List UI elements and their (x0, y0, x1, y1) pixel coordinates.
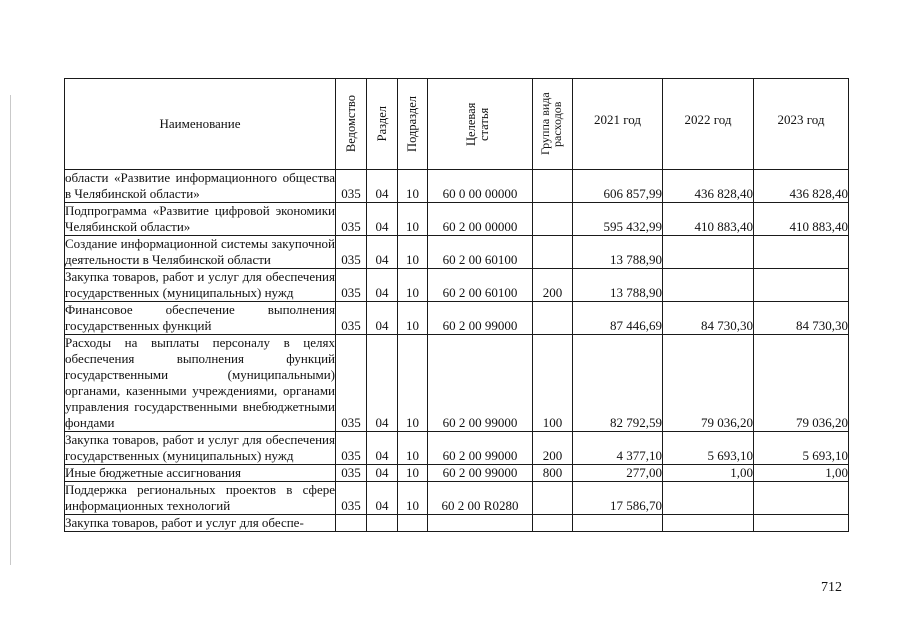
cell-expense-group: 100 (533, 335, 573, 432)
cell-subsection: 10 (398, 335, 428, 432)
cell-expense-group (533, 236, 573, 269)
scan-edge-line (10, 95, 11, 565)
header-2023: 2023 год (754, 79, 849, 170)
cell-subsection: 10 (398, 170, 428, 203)
cell-section: 04 (367, 203, 398, 236)
cell-section: 04 (367, 432, 398, 465)
cell-target-article (428, 515, 533, 532)
cell-subsection: 10 (398, 269, 428, 302)
cell-department: 035 (336, 170, 367, 203)
cell-2023: 5 693,10 (754, 432, 849, 465)
cell-2021: 595 432,99 (573, 203, 663, 236)
cell-expense-group (533, 203, 573, 236)
cell-2022: 436 828,40 (663, 170, 754, 203)
cell-expense-group (533, 170, 573, 203)
cell-section: 04 (367, 170, 398, 203)
table-body (65, 170, 849, 532)
cell-department: 035 (336, 482, 367, 515)
cell-section: 04 (367, 269, 398, 302)
cell-target-article: 60 2 00 99000 (428, 432, 533, 465)
cell-2023: 410 883,40 (754, 203, 849, 236)
cell-name: Закупка товаров, работ и услуг для обеспе- (65, 515, 336, 532)
table-row (65, 335, 849, 432)
cell-2022: 5 693,10 (663, 432, 754, 465)
cell-2023: 84 730,30 (754, 302, 849, 335)
cell-subsection: 10 (398, 482, 428, 515)
cell-name: Расходы на выплаты персоналу в целях обеспечения выполнения функций государственными (муниципальными) органами, казенными учреждениями, органами управления государственными внебюджетными фондами (65, 335, 335, 430)
cell-department (336, 515, 367, 532)
header-department-label: Ведомство (343, 95, 358, 153)
header-2022: 2022 год (663, 79, 754, 170)
cell-expense-group: 200 (533, 432, 573, 465)
cell-2023: 1,00 (754, 465, 849, 482)
page-number: 712 (821, 580, 842, 595)
cell-subsection: 10 (398, 432, 428, 465)
cell-name: области «Развитие информационного общества в Челябинской области» (65, 170, 335, 201)
cell-name: Создание информационной системы закупочной деятельности в Челябинской области (65, 236, 335, 267)
table-row (65, 465, 849, 482)
cell-name: Закупка товаров, работ и услуг для обеспечения государственных (муниципальных) нужд (65, 269, 335, 300)
cell-target-article: 60 2 00 99000 (428, 335, 533, 432)
cell-2021: 4 377,10 (573, 432, 663, 465)
cell-expense-group: 200 (533, 269, 573, 302)
header-target-article-label: Целевая статья (464, 102, 491, 146)
cell-section: 04 (367, 236, 398, 269)
cell-2021: 82 792,59 (573, 335, 663, 432)
cell-subsection: 10 (398, 302, 428, 335)
cell-subsection: 10 (398, 465, 428, 482)
cell-department: 035 (336, 269, 367, 302)
header-target-article (428, 79, 533, 170)
cell-subsection: 10 (398, 203, 428, 236)
table-row (65, 302, 849, 335)
cell-subsection (398, 515, 428, 532)
cell-2023 (754, 515, 849, 532)
cell-section: 04 (367, 482, 398, 515)
cell-2022 (663, 269, 754, 302)
cell-2023 (754, 236, 849, 269)
cell-2023: 79 036,20 (754, 335, 849, 432)
cell-2021: 13 788,90 (573, 269, 663, 302)
cell-2021: 606 857,99 (573, 170, 663, 203)
header-name: Наименование (65, 79, 336, 170)
cell-target-article: 60 0 00 00000 (428, 170, 533, 203)
header-subsection (398, 79, 428, 170)
cell-department: 035 (336, 302, 367, 335)
cell-2022: 84 730,30 (663, 302, 754, 335)
cell-2022 (663, 482, 754, 515)
cell-2021 (573, 515, 663, 532)
cell-target-article: 60 2 00 99000 (428, 302, 533, 335)
cell-section: 04 (367, 335, 398, 432)
cell-department: 035 (336, 203, 367, 236)
cell-name: Подпрограмма «Развитие цифровой экономики Челябинской области» (65, 203, 335, 234)
cell-department: 035 (336, 465, 367, 482)
cell-target-article: 60 2 00 00000 (428, 203, 533, 236)
table-row (65, 236, 849, 269)
cell-2022: 1,00 (663, 465, 754, 482)
cell-target-article: 60 2 00 99000 (428, 465, 533, 482)
cell-section: 04 (367, 302, 398, 335)
table-row (65, 482, 849, 515)
cell-expense-group (533, 515, 573, 532)
table-row (65, 170, 849, 203)
table-row (65, 515, 849, 532)
table-row (65, 432, 849, 465)
cell-name: Поддержка региональных проектов в сфере информационных технологий (65, 482, 335, 513)
cell-expense-group (533, 482, 573, 515)
cell-2023 (754, 269, 849, 302)
header-expense-group (533, 79, 573, 170)
cell-2023: 436 828,40 (754, 170, 849, 203)
cell-name: Иные бюджетные ассигнования (65, 465, 336, 482)
header-section-label: Раздел (374, 106, 389, 142)
cell-2023 (754, 482, 849, 515)
table-row (65, 269, 849, 302)
table-header (65, 79, 849, 170)
cell-section: 04 (367, 465, 398, 482)
header-subsection-label: Подраздел (405, 96, 419, 152)
cell-expense-group: 800 (533, 465, 573, 482)
cell-target-article: 60 2 00 60100 (428, 236, 533, 269)
cell-department: 035 (336, 432, 367, 465)
cell-target-article: 60 2 00 R0280 (428, 482, 533, 515)
cell-department: 035 (336, 236, 367, 269)
cell-2022: 410 883,40 (663, 203, 754, 236)
cell-2021: 87 446,69 (573, 302, 663, 335)
header-expense-group-label: Группа вида расходов (537, 92, 564, 156)
budget-table (64, 78, 849, 532)
table-row (65, 203, 849, 236)
header-2021: 2021 год (573, 79, 663, 170)
cell-department: 035 (336, 335, 367, 432)
cell-subsection: 10 (398, 236, 428, 269)
cell-expense-group (533, 302, 573, 335)
cell-section (367, 515, 398, 532)
cell-2022: 79 036,20 (663, 335, 754, 432)
cell-2022 (663, 236, 754, 269)
header-section (367, 79, 398, 170)
cell-name: Финансовое обеспечение выполнения государственных функций (65, 302, 335, 333)
cell-2022 (663, 515, 754, 532)
header-department (336, 79, 367, 170)
cell-name: Закупка товаров, работ и услуг для обеспечения государственных (муниципальных) нужд (65, 432, 335, 463)
cell-2021: 277,00 (573, 465, 663, 482)
cell-2021: 17 586,70 (573, 482, 663, 515)
cell-target-article: 60 2 00 60100 (428, 269, 533, 302)
cell-2021: 13 788,90 (573, 236, 663, 269)
